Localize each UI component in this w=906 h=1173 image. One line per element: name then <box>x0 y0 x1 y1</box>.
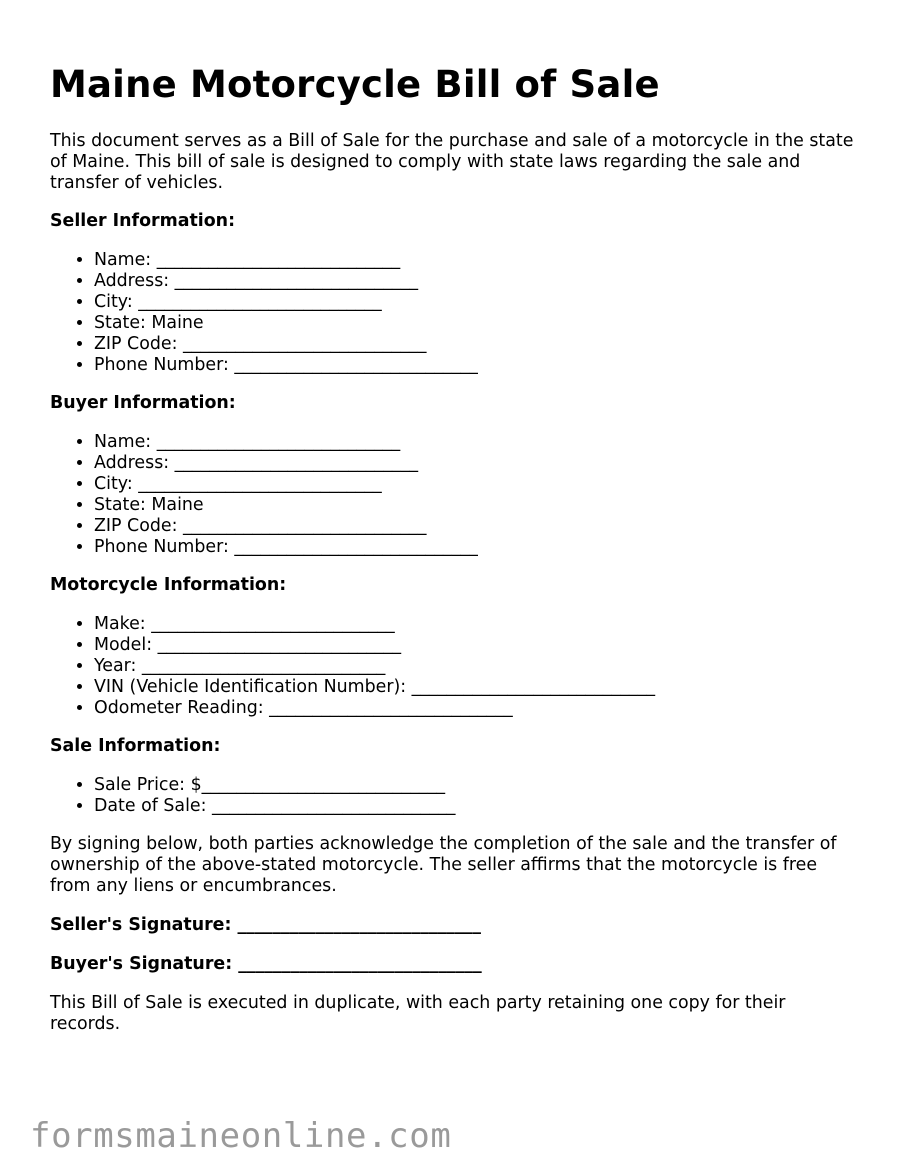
motorcycle-make-item: • Make: ____________________________ <box>94 614 860 635</box>
seller-phone-item: • Phone Number: ____________________________ <box>94 355 860 376</box>
seller-name-item: • Name: ____________________________ <box>94 250 860 271</box>
intro-paragraph: This document serves as a Bill of Sale for the purchase and sale of a motorcycle in the state of Maine. This bill of sale is designed to comply with state laws regarding the sale and transfer of vehicles. <box>50 131 854 193</box>
motorcycle-section-heading: Motorcycle Information: <box>50 575 287 595</box>
buyer-phone-item: • Phone Number: ____________________________ <box>94 537 860 558</box>
motorcycle-info-list <box>50 614 860 719</box>
closing-paragraph: This Bill of Sale is executed in duplicate, with each party retaining one copy for their records. <box>50 993 786 1034</box>
motorcycle-vin-item: • VIN (Vehicle Identification Number): ____________________________ <box>94 677 860 698</box>
buyer-zip-item: • ZIP Code: ____________________________ <box>94 516 860 537</box>
site-watermark: formsmaineonline.com <box>30 1116 452 1156</box>
sale-info-list <box>50 775 860 817</box>
seller-section-heading: Seller Information: <box>50 211 236 231</box>
sale-section-heading: Sale Information: <box>50 736 221 756</box>
buyer-state-item: • State: Maine <box>94 495 860 516</box>
buyer-signature-line: Buyer's Signature: ____________________________ <box>50 954 482 974</box>
seller-zip-item: • ZIP Code: ____________________________ <box>94 334 860 355</box>
seller-info-list <box>50 250 860 376</box>
motorcycle-model-item: • Model: ____________________________ <box>94 635 860 656</box>
sale-price-item: • Sale Price: $____________________________ <box>94 775 860 796</box>
buyer-info-list <box>50 432 860 558</box>
buyer-section-heading: Buyer Information: <box>50 393 236 413</box>
buyer-city-item: • City: ____________________________ <box>94 474 860 495</box>
motorcycle-odometer-item: • Odometer Reading: ____________________________ <box>94 698 860 719</box>
seller-address-item: • Address: ____________________________ <box>94 271 860 292</box>
seller-city-item: • City: ____________________________ <box>94 292 860 313</box>
seller-signature-line: Seller's Signature: ____________________________ <box>50 915 481 935</box>
buyer-address-item: • Address: ____________________________ <box>94 453 860 474</box>
motorcycle-year-item: • Year: ____________________________ <box>94 656 860 677</box>
sale-date-item: • Date of Sale: ____________________________ <box>94 796 860 817</box>
document-page <box>50 58 860 1035</box>
seller-state-item: • State: Maine <box>94 313 860 334</box>
document-title: Maine Motorcycle Bill of Sale <box>50 63 660 106</box>
buyer-name-item: • Name: ____________________________ <box>94 432 860 453</box>
acknowledgement-paragraph: By signing below, both parties acknowledge the completion of the sale and the transfer of ownership of the above-stated motorcycle. The seller affirms that the motorcycle is free from any liens or encumbrances. <box>50 834 837 896</box>
